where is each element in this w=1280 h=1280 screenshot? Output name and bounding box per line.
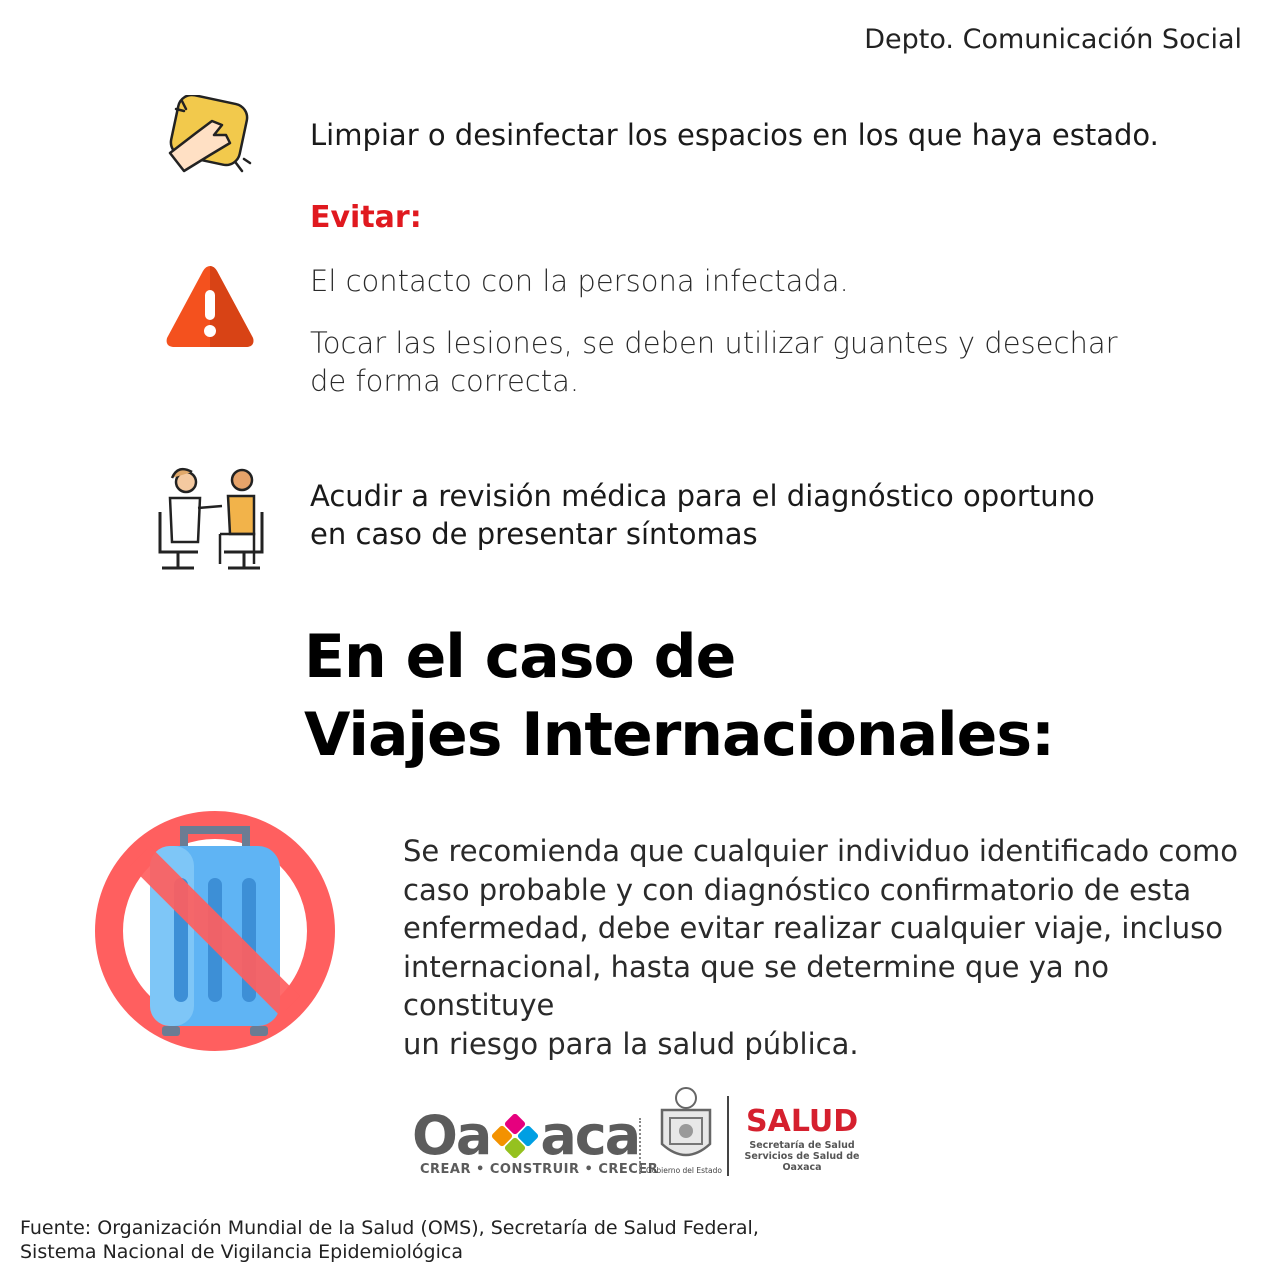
travel-heading-line-2: Viajes Internacionales: — [304, 700, 1055, 770]
cleaning-hand-icon — [166, 95, 252, 179]
salud-subtitle — [740, 1140, 864, 1173]
lesions-text — [310, 324, 1118, 400]
contact-text: El contacto con la persona infectada. — [310, 264, 849, 298]
travel-heading — [304, 618, 1054, 774]
salud-sub-line-1: Secretaría de Salud — [749, 1140, 855, 1151]
logo-divider — [639, 1118, 641, 1174]
source-line-2: Sistema Nacional de Vigilancia Epidemiológica — [20, 1241, 463, 1263]
no-travel-suitcase-icon — [92, 808, 338, 1054]
para-line-2: caso probable y con diagnóstico confirmatorio de esta — [403, 872, 1192, 907]
source-line-1: Fuente: Organización Mundial de la Salud (OMS), Secretaría de Salud Federal, — [20, 1217, 759, 1239]
para-line-1: Se recomienda que cualquier individuo identificado como — [403, 834, 1239, 868]
travel-heading-line-1: En el caso de — [304, 622, 736, 692]
medical-text — [310, 477, 1095, 553]
para-line-3: enfermedad, debe evitar realizar cualquier viaje, incluso — [403, 911, 1223, 945]
salud-divider — [727, 1096, 729, 1176]
para-line-4: internacional, hasta que se determine que ya no constituye — [403, 949, 1109, 1022]
department-label: Depto. Comunicación Social — [864, 24, 1242, 55]
salud-logo: SALUD — [746, 1104, 859, 1139]
lesions-line-2: de forma correcta. — [310, 364, 580, 398]
gobierno-label: Gobierno del Estado — [646, 1166, 722, 1175]
medical-line-1: Acudir a revisión médica para el diagnóstico oportuno — [310, 479, 1095, 513]
source-footer — [20, 1216, 759, 1264]
clean-text: Limpiar o desinfectar los espacios en los que haya estado. — [310, 118, 1159, 152]
oaxaca-logo-right: aca — [540, 1104, 640, 1167]
oaxaca-logo — [412, 1104, 639, 1167]
travel-paragraph — [403, 832, 1243, 1063]
medical-line-2: en caso de presentar síntomas — [310, 517, 758, 551]
oaxaca-tagline: CREAR • CONSTRUIR • CRECER — [420, 1162, 659, 1177]
evitar-label: Evitar: — [310, 200, 422, 235]
oaxaca-x-icon — [490, 1114, 540, 1158]
lesions-line-1: Tocar las lesiones, se deben utilizar guantes y desechar — [310, 326, 1118, 360]
oaxaca-logo-left: Oa — [412, 1104, 491, 1167]
warning-triangle-icon — [164, 262, 256, 350]
para-line-5: un riesgo para la salud pública. — [403, 1026, 859, 1061]
salud-sub-line-2: Servicios de Salud de Oaxaca — [744, 1151, 860, 1173]
doctor-consultation-icon — [158, 464, 264, 572]
coat-of-arms-icon — [654, 1084, 718, 1166]
